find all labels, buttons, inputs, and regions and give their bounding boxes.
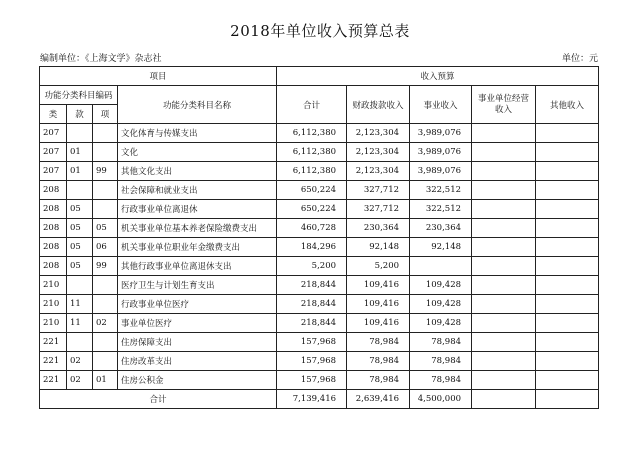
cell-kuan: 05: [67, 219, 93, 238]
cell-unit-business: [472, 238, 536, 257]
cell-xiang: 05: [93, 219, 118, 238]
cell-unit-business: [472, 181, 536, 200]
cell-other: [536, 314, 599, 333]
cell-total: 6,112,380: [277, 143, 347, 162]
cell-fiscal: 109,416: [347, 295, 410, 314]
cell-xiang: [93, 276, 118, 295]
cell-name: 其他行政事业单位离退休支出: [118, 257, 277, 276]
cell-kuan: [67, 181, 93, 200]
cell-fiscal: 2,123,304: [347, 124, 410, 143]
cell-other: [536, 162, 599, 181]
cell-other: [536, 238, 599, 257]
table-row: [40, 143, 599, 162]
cell-other: [536, 352, 599, 371]
cell-fiscal: 109,416: [347, 314, 410, 333]
cell-lei: 208: [40, 181, 67, 200]
cell-name: 文化: [118, 143, 277, 162]
cell-total: 6,112,380: [277, 124, 347, 143]
cell-fiscal: 5,200: [347, 257, 410, 276]
cell-business: 92,148: [410, 238, 472, 257]
cell-name: 住房公积金: [118, 371, 277, 390]
cell-other: [536, 200, 599, 219]
cell-kuan: 05: [67, 257, 93, 276]
cell-unit-business: [472, 219, 536, 238]
header-func-code: 功能分类科目编码: [40, 86, 118, 105]
cell-unit-business: [472, 143, 536, 162]
header-row-2: [40, 86, 599, 105]
cell-name: 文化体育与传媒支出: [118, 124, 277, 143]
cell-business: 322,512: [410, 181, 472, 200]
budget-table: [39, 66, 599, 409]
cell-name: 住房保障支出: [118, 333, 277, 352]
cell-fiscal: 2,123,304: [347, 162, 410, 181]
table-row: [40, 219, 599, 238]
cell-lei: 208: [40, 257, 67, 276]
cell-other: [536, 219, 599, 238]
cell-lei: 221: [40, 371, 67, 390]
cell-business: 109,428: [410, 314, 472, 333]
cell-other: [536, 295, 599, 314]
header-row-1: [40, 67, 599, 86]
cell-xiang: [93, 333, 118, 352]
cell-xiang: [93, 200, 118, 219]
cell-business: 78,984: [410, 352, 472, 371]
cell-business: 322,512: [410, 200, 472, 219]
cell-unit-business: [472, 124, 536, 143]
cell-business: 3,989,076: [410, 162, 472, 181]
cell-other: [536, 371, 599, 390]
cell-business: 3,989,076: [410, 124, 472, 143]
cell-fiscal: 92,148: [347, 238, 410, 257]
cell-name: 行政事业单位离退休: [118, 200, 277, 219]
cell-total: 650,224: [277, 200, 347, 219]
cell-name: 社会保障和就业支出: [118, 181, 277, 200]
cell-business: [410, 257, 472, 276]
table-row: [40, 124, 599, 143]
cell-business: 78,984: [410, 333, 472, 352]
cell-unit-business: [472, 371, 536, 390]
total-fiscal: 2,639,416: [347, 390, 410, 409]
cell-unit-business: [472, 257, 536, 276]
header-lei: 类: [40, 105, 67, 124]
cell-kuan: 05: [67, 200, 93, 219]
table-row: [40, 162, 599, 181]
cell-lei: 208: [40, 219, 67, 238]
table-row: [40, 333, 599, 352]
cell-fiscal: 230,364: [347, 219, 410, 238]
cell-other: [536, 143, 599, 162]
cell-kuan: 02: [67, 371, 93, 390]
cell-kuan: 01: [67, 143, 93, 162]
total-other: [536, 390, 599, 409]
cell-xiang: 99: [93, 257, 118, 276]
total-row: [40, 390, 599, 409]
cell-business: 109,428: [410, 276, 472, 295]
cell-name: 行政事业单位医疗: [118, 295, 277, 314]
cell-kuan: [67, 333, 93, 352]
cell-unit-business: [472, 276, 536, 295]
cell-lei: 207: [40, 162, 67, 181]
org-label: 编制单位：《上海文学》杂志社: [40, 54, 162, 64]
cell-unit-business: [472, 162, 536, 181]
cell-other: [536, 181, 599, 200]
cell-lei: 207: [40, 143, 67, 162]
cell-total: 460,728: [277, 219, 347, 238]
table-row: [40, 276, 599, 295]
cell-business: 109,428: [410, 295, 472, 314]
cell-xiang: 01: [93, 371, 118, 390]
table-row: [40, 314, 599, 333]
cell-total: 184,296: [277, 238, 347, 257]
total-business: 4,500,000: [410, 390, 472, 409]
cell-lei: 210: [40, 295, 67, 314]
cell-name: 机关事业单位基本养老保险缴费支出: [118, 219, 277, 238]
cell-xiang: 02: [93, 314, 118, 333]
report-title: 2018年单位收入预算总表: [230, 22, 410, 40]
header-business: 事业收入: [410, 86, 472, 124]
header-func-name: 功能分类科目名称: [118, 86, 277, 124]
cell-name: 住房改革支出: [118, 352, 277, 371]
cell-other: [536, 333, 599, 352]
cell-total: 218,844: [277, 276, 347, 295]
cell-fiscal: 78,984: [347, 352, 410, 371]
header-kuan: 款: [67, 105, 93, 124]
header-other: 其他收入: [536, 86, 599, 124]
cell-fiscal: 78,984: [347, 371, 410, 390]
cell-name: 医疗卫生与计划生育支出: [118, 276, 277, 295]
cell-xiang: [93, 295, 118, 314]
cell-kuan: 11: [67, 314, 93, 333]
cell-total: 218,844: [277, 314, 347, 333]
cell-business: 3,989,076: [410, 143, 472, 162]
cell-lei: 210: [40, 314, 67, 333]
cell-total: 6,112,380: [277, 162, 347, 181]
table-row: [40, 371, 599, 390]
cell-fiscal: 327,712: [347, 200, 410, 219]
cell-unit-business: [472, 200, 536, 219]
cell-xiang: [93, 352, 118, 371]
table-row: [40, 352, 599, 371]
cell-total: 218,844: [277, 295, 347, 314]
cell-total: 157,968: [277, 352, 347, 371]
cell-lei: 207: [40, 124, 67, 143]
table-row: [40, 295, 599, 314]
cell-lei: 210: [40, 276, 67, 295]
cell-total: 5,200: [277, 257, 347, 276]
cell-total: 650,224: [277, 181, 347, 200]
cell-other: [536, 124, 599, 143]
cell-name: 事业单位医疗: [118, 314, 277, 333]
total-label: 合计: [40, 390, 277, 409]
table-row: [40, 200, 599, 219]
cell-xiang: [93, 181, 118, 200]
cell-other: [536, 257, 599, 276]
total-total: 7,139,416: [277, 390, 347, 409]
table-row: [40, 181, 599, 200]
cell-kuan: 02: [67, 352, 93, 371]
table-row: [40, 238, 599, 257]
cell-fiscal: 327,712: [347, 181, 410, 200]
header-income-budget: 收入预算: [277, 67, 599, 86]
header-xiang: 项: [93, 105, 118, 124]
cell-fiscal: 109,416: [347, 276, 410, 295]
cell-total: 157,968: [277, 371, 347, 390]
cell-unit-business: [472, 314, 536, 333]
cell-lei: 208: [40, 200, 67, 219]
cell-unit-business: [472, 295, 536, 314]
cell-fiscal: 2,123,304: [347, 143, 410, 162]
cell-kuan: 05: [67, 238, 93, 257]
cell-other: [536, 276, 599, 295]
cell-business: 78,984: [410, 371, 472, 390]
header-item: 项目: [40, 67, 277, 86]
cell-name: 机关事业单位职业年金缴费支出: [118, 238, 277, 257]
cell-xiang: [93, 143, 118, 162]
cell-fiscal: 78,984: [347, 333, 410, 352]
unit-label: 单位：元: [561, 54, 598, 64]
cell-unit-business: [472, 352, 536, 371]
cell-unit-business: [472, 333, 536, 352]
cell-xiang: [93, 124, 118, 143]
total-unit-business: [472, 390, 536, 409]
header-total: 合计: [277, 86, 347, 124]
cell-total: 157,968: [277, 333, 347, 352]
cell-kuan: [67, 276, 93, 295]
cell-xiang: 99: [93, 162, 118, 181]
cell-lei: 208: [40, 238, 67, 257]
cell-kuan: 01: [67, 162, 93, 181]
cell-lei: 221: [40, 352, 67, 371]
cell-lei: 221: [40, 333, 67, 352]
header-unit-business: 事业单位经营收入: [472, 86, 536, 124]
table-row: [40, 257, 599, 276]
cell-kuan: [67, 124, 93, 143]
cell-kuan: 11: [67, 295, 93, 314]
cell-name: 其他文化支出: [118, 162, 277, 181]
cell-xiang: 06: [93, 238, 118, 257]
cell-business: 230,364: [410, 219, 472, 238]
header-fiscal: 财政拨款收入: [347, 86, 410, 124]
